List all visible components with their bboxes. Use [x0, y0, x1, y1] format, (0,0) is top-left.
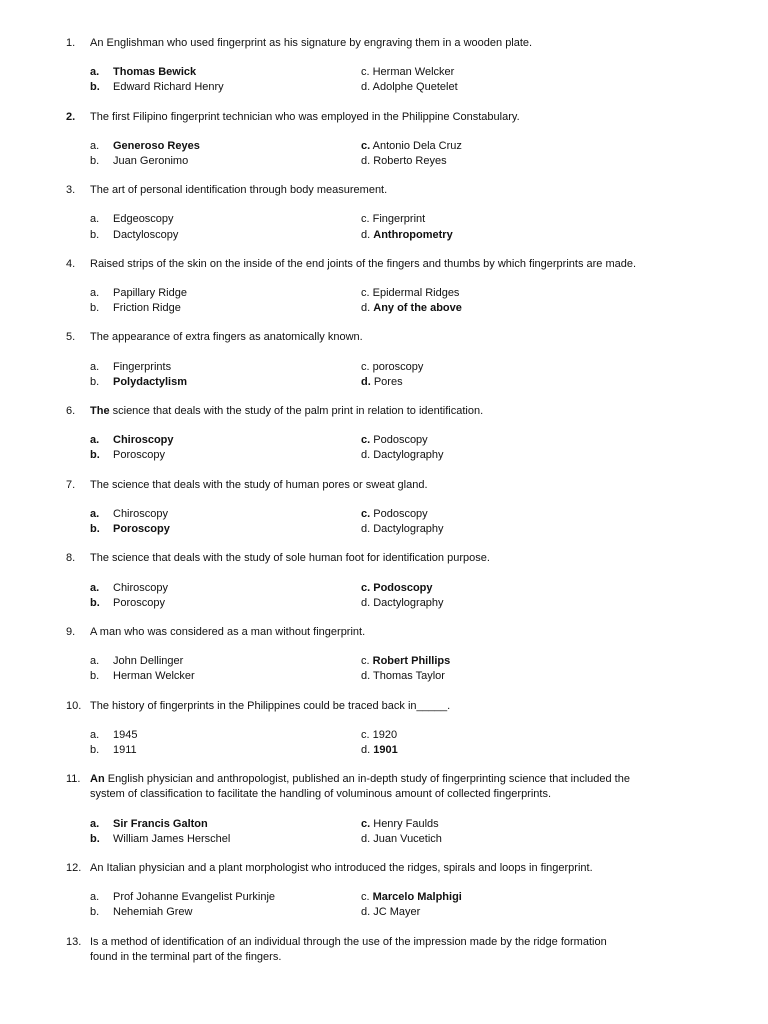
option-c: c. Antonio Dela Cruz: [361, 140, 462, 152]
question-number: 12.: [66, 862, 82, 874]
option-c: c. Robert Phillips: [361, 655, 451, 667]
question-number: 5.: [66, 331, 76, 343]
question-text-line-2: found in the terminal part of the fingers.: [90, 951, 282, 963]
question-text: Raised strips of the skin on the inside of the end joints of the fingers and thumbs by which fingerprints are made.: [90, 258, 637, 270]
question-number: 7.: [66, 479, 76, 491]
question-text: The science that deals with the study of human pores or sweat gland.: [90, 479, 428, 491]
option-c: c. Podoscopy: [361, 508, 428, 520]
option-c: c. Podoscopy: [361, 434, 428, 446]
question-number: 13.: [66, 936, 82, 948]
option-c: c. Epidermal Ridges: [361, 287, 460, 299]
question-text: The first Filipino fingerprint technician who was employed in the Philippine Constabulary.: [90, 111, 520, 123]
option-d: d. Dactylography: [361, 597, 444, 609]
question-text: An Englishman who used fingerprint as his signature by engraving them in a wooden plate.: [90, 37, 533, 49]
option-c: c. Henry Faulds: [361, 818, 439, 830]
option-d: d. Dactylography: [361, 449, 444, 461]
option-d: d. Roberto Reyes: [361, 155, 447, 167]
question-number: 1.: [66, 37, 76, 49]
option-d: d. 1901: [361, 744, 398, 756]
question-number: 6.: [66, 405, 76, 417]
question-text: Is a method of identification of an individual through the use of the impression made by the ridge formation: [90, 936, 607, 948]
question-text: The appearance of extra fingers as anatomically known.: [90, 331, 363, 343]
question-text: The science that deals with the study of sole human foot for identification purpose.: [90, 552, 490, 564]
option-c: c. 1920: [361, 729, 398, 741]
question-number: 9.: [66, 626, 76, 638]
question-text: The history of fingerprints in the Philippines could be traced back in_____.: [90, 700, 451, 712]
question-number: 8.: [66, 552, 76, 564]
option-d: d. Any of the above: [361, 302, 462, 314]
question-text-line-2: system of classification to facilitate the handling of voluminous amount of collected fingerprints.: [90, 788, 552, 800]
option-c: c. Herman Welcker: [361, 66, 455, 78]
question-number: 10.: [66, 700, 82, 712]
option-d: d. Adolphe Quetelet: [361, 81, 458, 93]
option-d: d. Dactylography: [361, 523, 444, 535]
question-text: A man who was considered as a man without fingerprint.: [90, 626, 366, 638]
option-d: d. JC Mayer: [361, 906, 421, 918]
option-d: d. Thomas Taylor: [361, 670, 445, 682]
question-text: An English physician and anthropologist, published an in-depth study of fingerprinting science that included the: [90, 773, 630, 785]
question-number: 4.: [66, 258, 76, 270]
option-d: d. Pores: [361, 376, 403, 388]
option-c: c. poroscopy: [361, 361, 424, 373]
option-c: c. Podoscopy: [361, 582, 433, 594]
option-d: d. Anthropometry: [361, 229, 453, 241]
question-text: The science that deals with the study of the palm print in relation to identification.: [90, 405, 484, 417]
option-d: d. Juan Vucetich: [361, 833, 442, 845]
question-number: 11.: [66, 773, 81, 785]
option-c: c. Marcelo Malphigi: [361, 891, 462, 903]
question-number: 3.: [66, 184, 76, 196]
question-text: The art of personal identification through body measurement.: [90, 184, 388, 196]
option-c: c. Fingerprint: [361, 213, 426, 225]
question-number: 2.: [66, 111, 76, 123]
question-text: An Italian physician and a plant morphologist who introduced the ridges, spirals and loops in fingerprint.: [90, 862, 593, 874]
